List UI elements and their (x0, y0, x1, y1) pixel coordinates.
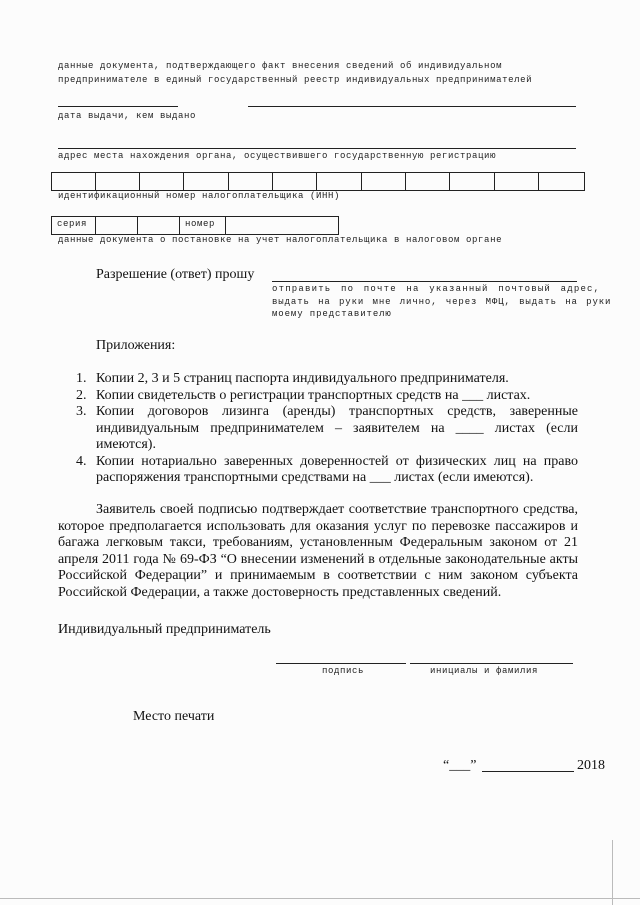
signature-role: Индивидуальный предприниматель (58, 622, 271, 637)
inn-box[interactable] (317, 173, 362, 190)
attachment-item (76, 388, 578, 405)
attachment-text: Копии 2, 3 и 5 страниц паспорта индивидуального предпринимателя. (96, 371, 509, 386)
inn-box[interactable] (495, 173, 539, 190)
ogrnip-caption-line1: данные документа, подтверждающего факт внесения сведений об индивидуальном (58, 61, 503, 71)
inn-box[interactable] (96, 173, 140, 190)
inn-box[interactable] (362, 173, 406, 190)
permission-hint-line3: моему представителю (272, 309, 392, 319)
ogrnip-caption-line2: предпринимателе в единый государственный реестр индивидуальных предпринимателей (58, 75, 533, 85)
number-box[interactable] (226, 217, 338, 234)
attachment-number: 4. (76, 453, 87, 469)
signature-line[interactable] (276, 663, 406, 664)
issue-caption: дата выдачи, кем выдано (58, 111, 197, 121)
stamp-place: Место печати (133, 709, 215, 724)
attachment-item (76, 371, 578, 388)
attachment-text: Копии договоров лизинга (аренды) транспортных средств, заверенные индивидуальным предпринимателем – заявителем на ____ листах (если имеются). (96, 404, 578, 452)
inn-box[interactable] (406, 173, 450, 190)
issue-date-line[interactable] (58, 106, 178, 107)
series-number-boxes[interactable] (51, 216, 339, 235)
inn-boxes[interactable] (51, 172, 585, 191)
permission-hint-line2: выдать на руки мне лично, через МФЦ, выдать на руки (272, 297, 612, 307)
name-caption: инициалы и фамилия (430, 666, 539, 676)
date-year: 2018 (577, 758, 605, 773)
date-day-blank[interactable]: ___ (449, 758, 471, 773)
permission-hint-line1: отправить по почте на указанный почтовый адрес, (272, 284, 601, 294)
inn-box[interactable] (450, 173, 495, 190)
inn-caption: идентификационный номер налогоплательщика (ИНН) (58, 191, 341, 201)
permission-label: Разрешение (ответ) прошу (96, 267, 255, 282)
inn-box[interactable] (184, 173, 229, 190)
attachment-item (76, 404, 578, 454)
issue-authority-line[interactable] (248, 106, 576, 107)
scan-edge-right (612, 840, 613, 905)
attachment-number: 2. (76, 387, 87, 403)
series-label: серия (57, 219, 88, 229)
signature-caption: подпись (322, 666, 365, 676)
declaration-paragraph: Заявитель своей подписью подтверждает соответствие транспортного средства, которое предполагается использовать для оказания услуг по перевозке пассажиров и багажа легковым такси, требованиям, установленным Федеральным законом от 21 апреля 2011 года № 69-ФЗ “О внесении изменений в отдельные законодательные акты Российской Федерации” и принимаемым в соответствии с ним законом субъекта Российской Федерации, а также достоверность представленных сведений. (58, 502, 578, 600)
inn-box[interactable] (539, 173, 582, 190)
series-label-cell (52, 217, 96, 234)
tax-caption: данные документа о постановке на учет налогоплательщика в налоговом органе (58, 235, 503, 245)
inn-box[interactable] (140, 173, 184, 190)
inn-box[interactable] (52, 173, 96, 190)
attachment-item (76, 454, 578, 487)
attachment-number: 1. (76, 371, 87, 386)
address-caption: адрес места нахождения органа, осуществившего государственную регистрацию (58, 151, 497, 161)
date-open-quote: “ (443, 758, 450, 773)
inn-box[interactable] (273, 173, 317, 190)
date-field[interactable] (443, 758, 476, 774)
permission-answer-line[interactable] (272, 281, 577, 282)
number-label-cell (180, 217, 226, 234)
number-label: номер (185, 219, 216, 229)
date-close-quote: ” (470, 758, 477, 773)
name-line[interactable] (410, 663, 573, 664)
inn-box[interactable] (229, 173, 273, 190)
attachments-list (76, 371, 578, 487)
series-box[interactable] (138, 217, 180, 234)
date-month-line[interactable] (482, 771, 574, 772)
scan-edge-bottom (0, 898, 640, 899)
attachment-text: Копии нотариально заверенных доверенностей от физических лиц на право распоряжения транспортными средствами на ___ листах (если имеются). (96, 453, 578, 485)
attachment-number: 3. (76, 404, 87, 419)
attachment-text: Копии свидетельств о регистрации транспортных средств на ___ листах. (96, 387, 531, 403)
address-line[interactable] (58, 148, 576, 149)
series-box[interactable] (96, 217, 138, 234)
attachments-title: Приложения: (96, 338, 176, 353)
